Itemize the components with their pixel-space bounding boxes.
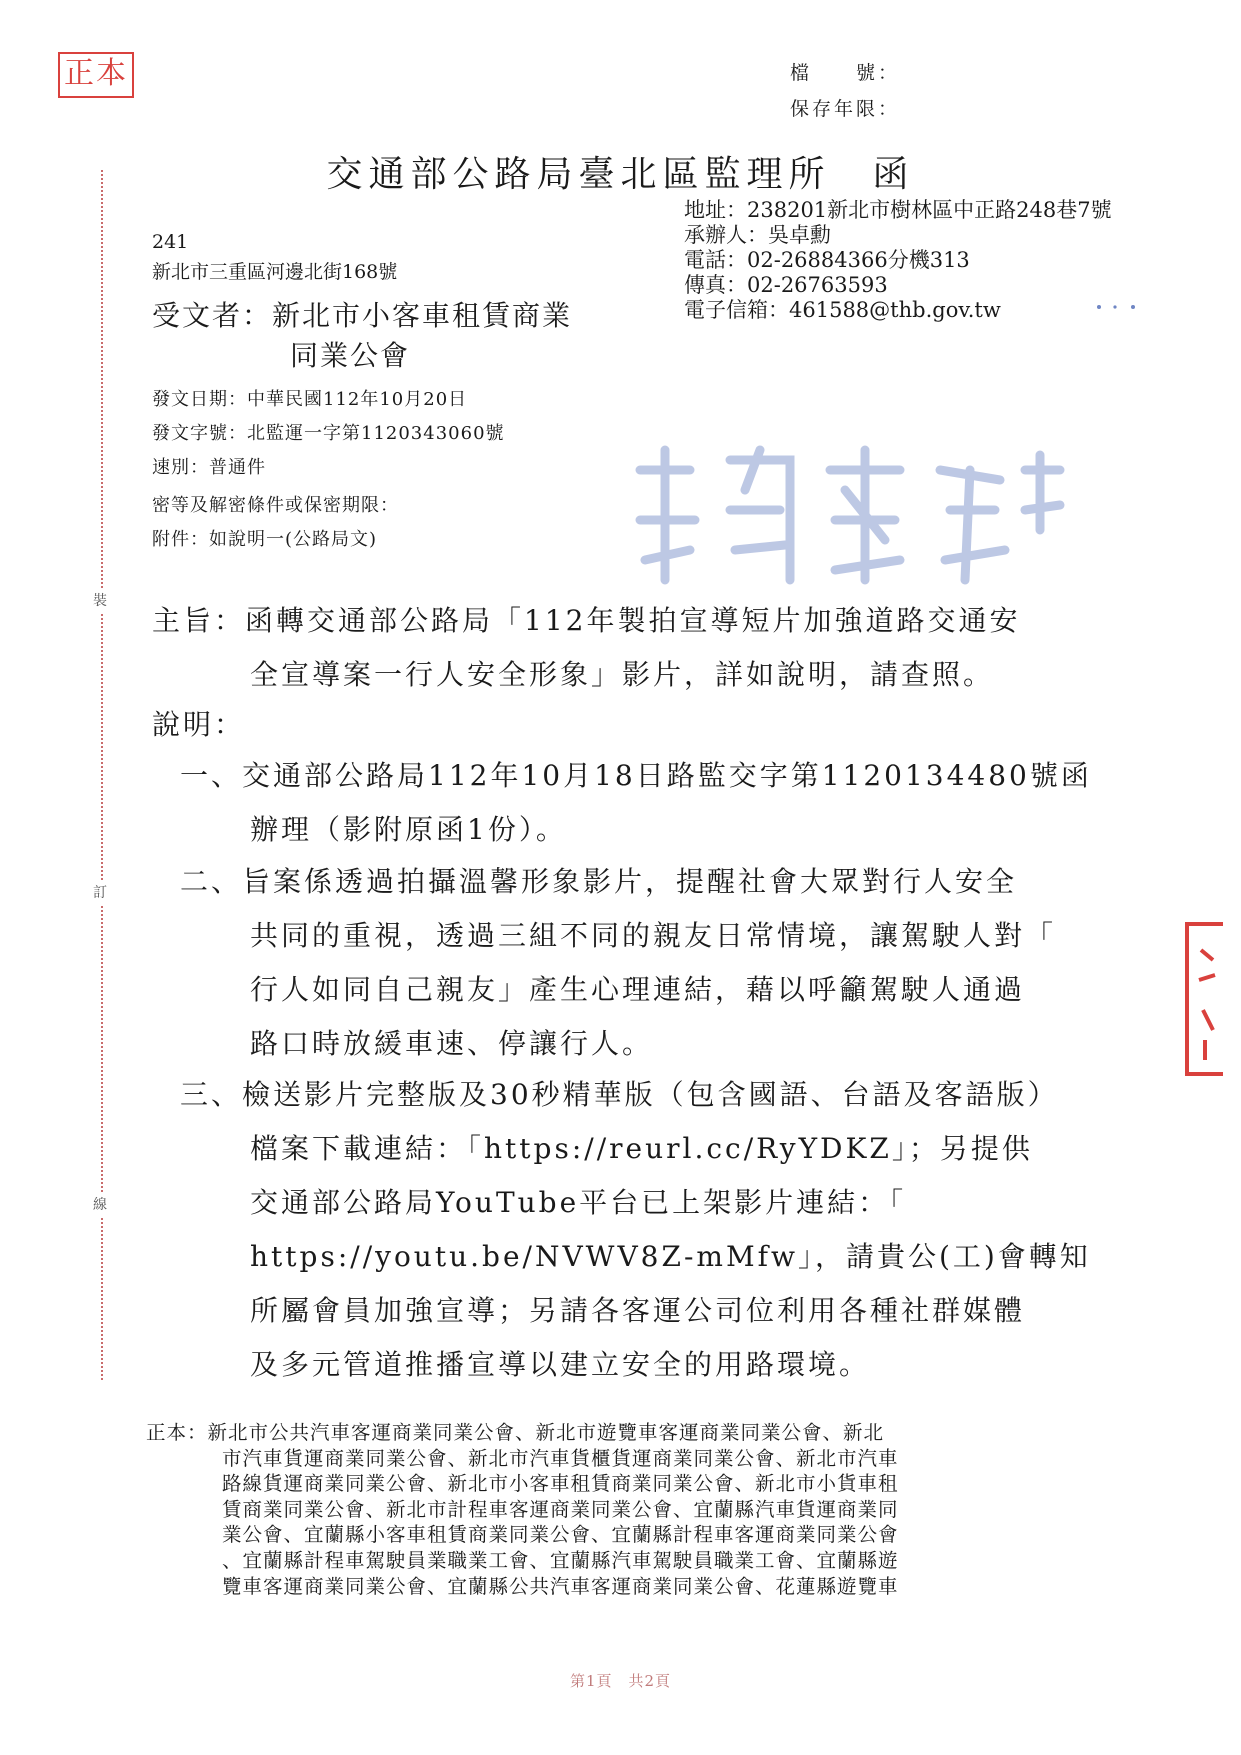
item-line: 所屬會員加強宣導；另請各客運公司位利用各種社群媒體 (250, 1294, 1026, 1327)
official-seal-stamp (620, 430, 1070, 600)
item-line: 一、交通部公路局112年10月18日路監交字第1120134480號函 (180, 759, 1092, 792)
sender-contact-block (684, 198, 1112, 323)
item-line: https://youtu.be/NVWV8Z-mMfw」，請貴公(工)會轉知 (250, 1240, 1091, 1273)
item-line: 二、旨案係透過拍攝溫馨形象影片，提醒社會大眾對行人安全 (180, 865, 1018, 898)
recipient-address (152, 227, 397, 287)
sender-fax: 傳真：02-26763593 (684, 273, 888, 297)
sender-address: 地址：238201新北市樹林區中正路248巷7號 (684, 198, 1112, 222)
partial-red-stamp (1183, 920, 1223, 1080)
document-meta (152, 383, 505, 557)
subject-line-2: 全宣導案一行人安全形象」影片，詳如說明，請查照。 (250, 658, 995, 691)
cc-line: 正本：新北市公共汽車客運商業同業公會、新北市遊覽車客運商業同業公會、新北 (146, 1421, 885, 1444)
item-line: 及多元管道推播宣導以建立安全的用路環境。 (250, 1348, 871, 1381)
item-line: 行人如同自己親友」產生心理連結，藉以呼籲駕駛人通過 (250, 973, 1026, 1006)
explanation-item-3 (180, 1068, 1091, 1392)
cc-line: 、宜蘭縣計程車駕駛員業職業工會、宜蘭縣汽車駕駛員職業工會、宜蘭縣遊 (222, 1548, 899, 1572)
street-address: 新北市三重區河邊北街168號 (152, 261, 398, 283)
cc-line: 市汽車貨運商業同業公會、新北市汽車貨櫃貨運商業同業公會、新北市汽車 (222, 1446, 899, 1470)
item-line: 辦理（影附原函1份）。 (250, 813, 567, 846)
explanation-item-2 (180, 855, 1056, 1071)
retention-period-label: 保存年限： (790, 98, 901, 120)
delivery-speed: 速別：普通件 (152, 457, 266, 478)
cc-list (146, 1420, 899, 1599)
secrecy-level: 密等及解密條件或保密期限： (152, 495, 399, 516)
cc-line: 賃商業同業公會、新北市計程車客運商業同業公會、宜蘭縣汽車貨運商業同 (222, 1497, 899, 1521)
subject (152, 594, 1020, 702)
postal-code: 241 (152, 231, 189, 253)
recipient-line-1: 受文者：新北市小客車租賃商業 (152, 299, 573, 332)
document-title: 交通部公路局臺北區監理所 函 (326, 154, 915, 195)
item-line: 三、檢送影片完整版及30秒精華版（包含國語、台語及客語版） (180, 1078, 1059, 1111)
issue-date: 發文日期：中華民國112年10月20日 (152, 389, 468, 410)
item-line: 共同的重視，透過三組不同的親友日常情境，讓駕駛人對「 (250, 919, 1057, 952)
item-line: 檔案下載連結：「https://reurl.cc/RyYDKZ」；另提供 (250, 1132, 1033, 1165)
page-number: 第1頁 共2頁 (569, 1672, 672, 1690)
sender-handler: 承辦人：吳卓勳 (684, 223, 831, 247)
recipient (152, 296, 572, 376)
cc-line: 覽車客運商業同業公會、宜蘭縣公共汽車客運商業同業公會、花蓮縣遊覽車 (222, 1574, 899, 1598)
scan-artifact-dots (1075, 302, 1145, 312)
item-line: 交通部公路局YouTube平台已上架影片連結：「 (250, 1186, 907, 1219)
item-line: 路口時放緩車速、停讓行人。 (250, 1027, 654, 1060)
binding-mark-3: 線 (93, 1192, 107, 1216)
attachment: 附件：如說明一(公路局文) (152, 529, 378, 550)
cc-line: 業公會、宜蘭縣小客車租賃商業同業公會、宜蘭縣計程車客運商業同業公會 (222, 1523, 899, 1547)
recipient-line-2: 同業公會 (290, 339, 411, 372)
explanation-label: 說明： (152, 708, 246, 741)
cc-line: 路線貨運商業同業公會、新北市小客車租賃商業同業公會、新北市小貨車租 (222, 1472, 899, 1496)
sender-phone: 電話：02-26884366分機313 (684, 248, 970, 272)
binding-mark-2: 訂 (93, 880, 107, 904)
binding-mark-1: 裝 (93, 588, 107, 612)
subject-line-1: 主旨：函轉交通部公路局「112年製拍宣導短片加強道路交通安 (152, 604, 1021, 637)
sender-email: 電子信箱：461588@thb.gov.tw (684, 298, 1001, 322)
file-number-label: 檔 號： (790, 62, 901, 84)
explanation-item-1 (180, 749, 1092, 857)
document-number: 發文字號：北監運一字第1120343060號 (152, 423, 505, 444)
original-copy-stamp: 正本 (58, 52, 134, 98)
